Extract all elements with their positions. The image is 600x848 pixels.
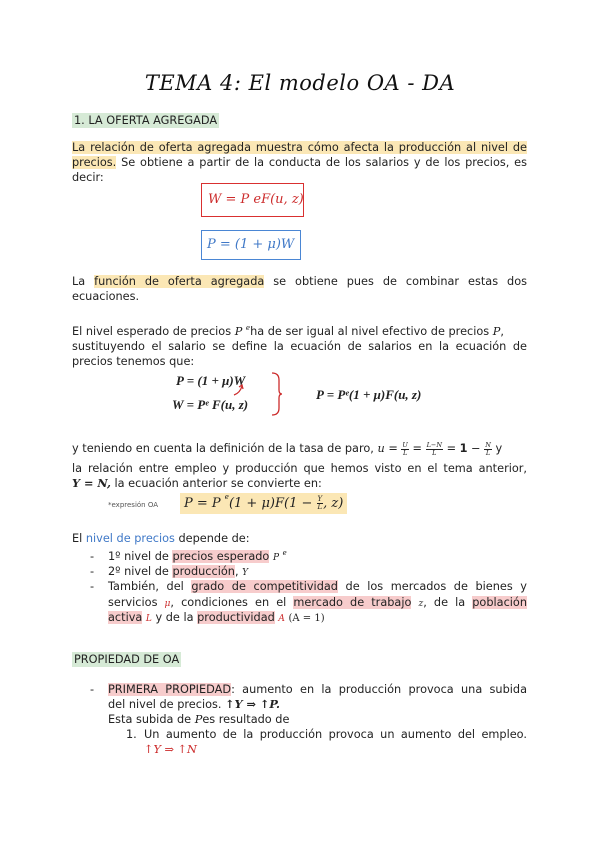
list-item-continuation — [108, 697, 280, 712]
highlight-text: grado de competitividad — [191, 580, 338, 593]
section-heading-propiedad — [72, 652, 181, 667]
paragraph-line — [72, 476, 322, 491]
system-result: P = Pᵉ(1 + μ)F(u, z) — [316, 387, 422, 402]
paragraph-line: decir: — [72, 171, 104, 184]
paragraph-line: ecuaciones. — [72, 290, 140, 303]
substitution-arrow-icon — [232, 383, 246, 397]
right-brace-icon — [270, 372, 284, 416]
text-span: y de la — [151, 611, 198, 624]
text-span: , de la — [423, 596, 473, 609]
highlight-text: precios. — [72, 156, 117, 169]
list-item-continuation: activa L y de la productividad A (A = 1) — [108, 611, 325, 624]
text-span: Esta subida de — [108, 713, 195, 726]
blue-text: nivel de precios — [85, 532, 175, 545]
section-heading-text: PROPIEDAD DE OA — [74, 653, 180, 666]
highlight-text: producción — [172, 565, 235, 578]
numbered-marker: 1. — [126, 728, 137, 741]
text-span: El — [72, 532, 86, 545]
text-span: 2º nivel de — [108, 565, 173, 578]
bullet-dash-icon: - — [90, 565, 95, 578]
price-equation: P = (1 + μ)W — [207, 237, 295, 252]
list-item — [108, 579, 527, 594]
highlight-text: función de oferta agregada — [94, 275, 265, 288]
list-item — [108, 682, 527, 697]
paragraph-line: precios tenemos que: — [72, 355, 195, 368]
expression-label: *expresión OA — [108, 501, 159, 509]
paragraph-line: y teniendo en cuenta la definición de la tasa de paro, u = $\frac{U}{L}$ = $\frac{L-N}{L}$ = 1 − $\frac{N}{L}$ y — [72, 440, 503, 457]
fraction: $\frac{U}{L}$ — [402, 440, 408, 457]
fraction: $\frac{Y}{L}$ — [317, 495, 323, 511]
text-span: La — [72, 275, 95, 288]
text-span: Se obtiene a partir de la conducta de los salarios y de los precios, es — [116, 156, 527, 169]
text-span: El nivel esperado de precios — [72, 325, 235, 338]
page-title: TEMA 4: El modelo OA - DA — [144, 71, 456, 95]
text-span: se obtiene pues de combinar estas dos — [264, 275, 528, 288]
text-span: y teniendo en cuenta la definición de la tasa de paro, — [72, 442, 378, 455]
paragraph-line: la relación entre empleo y producción que hemos visto en el tema anterior, — [72, 462, 527, 475]
math-symbol: P — [492, 325, 501, 338]
bullet-dash-icon: - — [90, 683, 95, 696]
text-span: la ecuación anterior se convierte en: — [110, 477, 322, 490]
paragraph-line: El nivel esperado de precios P $^e$ha de ser igual al nivel efectivo de precios P, — [72, 324, 504, 338]
text-span: También, del — [108, 580, 192, 593]
math-inline: ↑Y ⇒ ↑P. — [225, 697, 280, 711]
numbered-item: Un aumento de la producción provoca un aumento del empleo. — [144, 728, 527, 741]
price-equation-box — [201, 230, 301, 260]
math-symbol: u — [377, 442, 385, 455]
paragraph-line — [72, 274, 527, 289]
text-span: del nivel de precios. — [108, 698, 226, 711]
section-heading-text: 1. LA OFERTA AGREGADA — [74, 114, 218, 127]
highlight-text: mercado de trabajo — [293, 596, 412, 609]
wage-equation-box — [201, 183, 304, 217]
paragraph-line: sustituyendo el salario se define la ecuación de salarios en la ecuación de — [72, 340, 527, 353]
highlight-text: PRIMERA PROPIEDAD — [108, 683, 232, 696]
text-span: , condiciones en el — [170, 596, 294, 609]
fraction: $\frac{L-N}{L}$ — [426, 440, 443, 457]
bullet-dash-icon: - — [90, 580, 95, 593]
paragraph-line — [72, 155, 527, 170]
oa-expression: P = P $^e$(1 + μ)F(1 − $\frac{Y}{L}$ , z) — [180, 493, 347, 514]
math-inline: Y = N, — [72, 476, 111, 490]
list-item-continuation: Esta subida de Pes resultado de — [108, 713, 290, 726]
system-equation-2: W = Pᵉ F(u, z) — [172, 397, 249, 412]
math-inline: (A = 1) — [288, 613, 325, 624]
paragraph-line — [72, 531, 250, 546]
fraction: $\frac{N}{L}$ — [485, 440, 491, 457]
highlight-text: La relación de oferta agregada muestra cómo afecta la producción al nivel de — [72, 141, 527, 154]
text-span: : aumento en la producción provoca una subida — [231, 683, 527, 696]
text-span: y — [491, 442, 503, 455]
bullet-dash-icon: - — [90, 550, 95, 563]
text-span: es resultado de — [202, 713, 290, 726]
list-item: 2º nivel de producción, Y — [108, 565, 249, 578]
text-span: de los mercados de bienes y — [337, 580, 527, 593]
highlight-text: población — [472, 596, 528, 609]
text-span: servicios — [108, 596, 165, 609]
text-span: depende de: — [174, 532, 250, 545]
highlight-text: precios esperado — [172, 550, 270, 563]
highlight-text: activa — [108, 611, 143, 624]
highlight-text: productividad — [197, 611, 275, 624]
list-item: 1º nivel de precios esperado P $^e$ — [108, 549, 287, 563]
wage-equation: W = P eF(u, z) — [208, 192, 304, 207]
paragraph-line — [72, 140, 527, 155]
text-span: ha de ser igual al nivel efectivo de precios — [250, 325, 493, 338]
math-superscript: e — [245, 324, 251, 332]
section-heading-oferta — [72, 113, 219, 128]
list-item-continuation: servicios μ, condiciones en el mercado de trabajo z, de la población — [108, 596, 528, 609]
text-span: 1º nivel de — [108, 550, 173, 563]
math-symbol: P — [234, 325, 243, 338]
numbered-item-math: ↑Y ⇒ ↑N — [144, 743, 197, 756]
system-equation-1: P = (1 + μ)W — [176, 373, 246, 388]
